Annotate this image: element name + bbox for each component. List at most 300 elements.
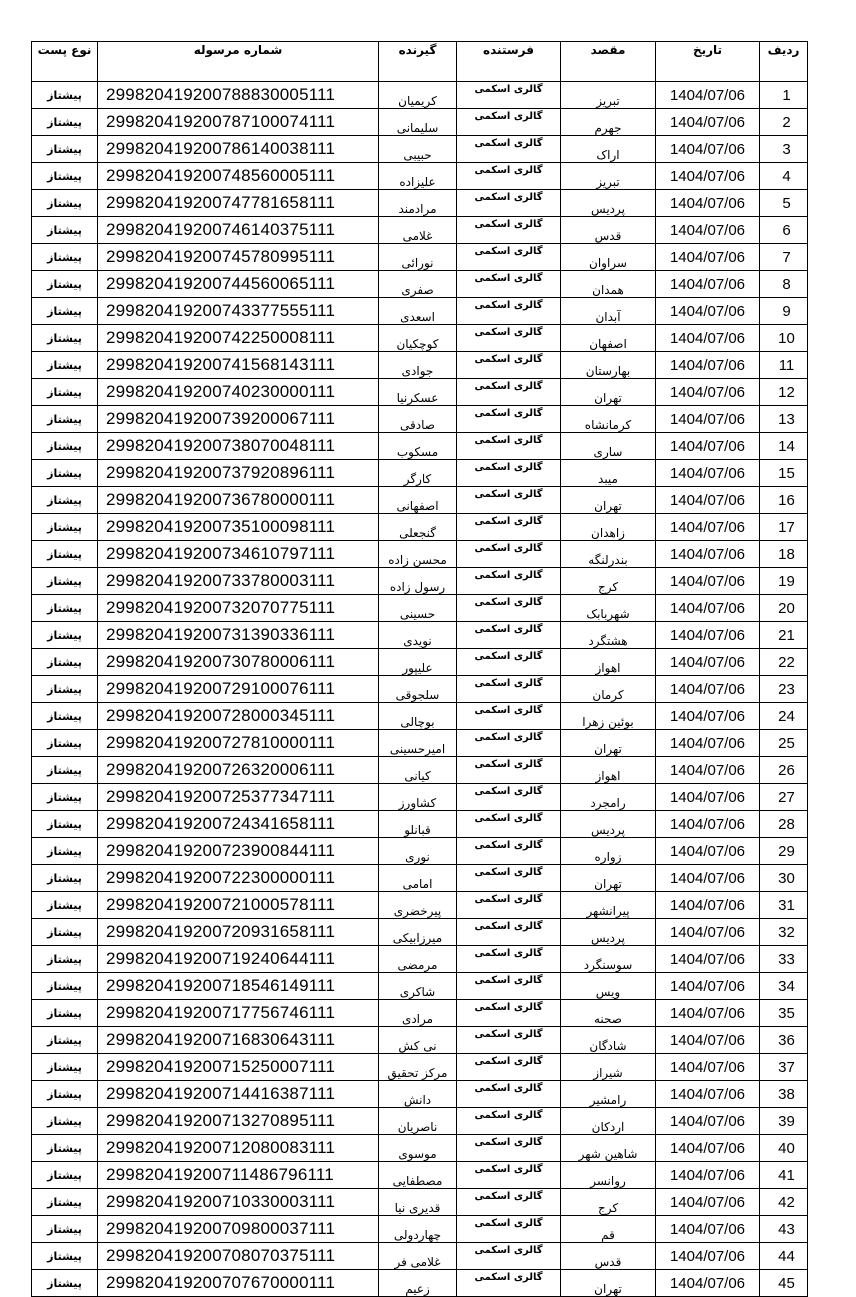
table-row xyxy=(32,136,808,163)
date-cell: 1404/07/06 xyxy=(656,217,760,244)
tracking-number-cell: 299820419200727810000111 xyxy=(98,730,379,757)
table-row xyxy=(32,298,808,325)
post-type-cell: پیشتاز xyxy=(32,109,98,136)
row-number-cell: 13 xyxy=(760,406,808,433)
row-number-cell: 26 xyxy=(760,757,808,784)
tracking-number-cell: 299820419200736780000111 xyxy=(98,487,379,514)
sender-cell: گالری اسکمی xyxy=(457,757,561,784)
table-row xyxy=(32,784,808,811)
recipient-cell: امیرحسینی xyxy=(379,730,457,757)
tracking-number-cell: 299820419200742250008111 xyxy=(98,325,379,352)
table-row xyxy=(32,865,808,892)
destination-cell: شهربابک xyxy=(561,595,656,622)
row-number-cell: 14 xyxy=(760,433,808,460)
date-cell: 1404/07/06 xyxy=(656,352,760,379)
post-type-cell: پیشتاز xyxy=(32,244,98,271)
tracking-number-cell: 299820419200745780995111 xyxy=(98,244,379,271)
tracking-number-cell: 299820419200723900844111 xyxy=(98,838,379,865)
recipient-cell: موسوی xyxy=(379,1135,457,1162)
table-row xyxy=(32,730,808,757)
header-destination: مقصد xyxy=(561,42,656,82)
tracking-number-cell: 299820419200710330003111 xyxy=(98,1189,379,1216)
row-number-cell: 42 xyxy=(760,1189,808,1216)
post-type-cell: پیشتاز xyxy=(32,352,98,379)
date-cell: 1404/07/06 xyxy=(656,622,760,649)
sender-cell: گالری اسکمی xyxy=(457,325,561,352)
destination-cell: اصفهان xyxy=(561,325,656,352)
destination-cell: رامشیر xyxy=(561,1081,656,1108)
date-cell: 1404/07/06 xyxy=(656,1000,760,1027)
destination-cell: پیرانشهر xyxy=(561,892,656,919)
sender-cell: گالری اسکمی xyxy=(457,514,561,541)
table-row xyxy=(32,703,808,730)
sender-cell: گالری اسکمی xyxy=(457,892,561,919)
post-type-cell: پیشتاز xyxy=(32,1243,98,1270)
date-cell: 1404/07/06 xyxy=(656,163,760,190)
sender-cell: گالری اسکمی xyxy=(457,217,561,244)
table-row xyxy=(32,433,808,460)
recipient-cell: صفری xyxy=(379,271,457,298)
row-number-cell: 6 xyxy=(760,217,808,244)
sender-cell: گالری اسکمی xyxy=(457,541,561,568)
table-row xyxy=(32,757,808,784)
post-type-cell: پیشتاز xyxy=(32,622,98,649)
table-row xyxy=(32,1216,808,1243)
row-number-cell: 32 xyxy=(760,919,808,946)
post-type-cell: پیشتاز xyxy=(32,82,98,109)
table-row xyxy=(32,838,808,865)
post-type-cell: پیشتاز xyxy=(32,892,98,919)
sender-cell: گالری اسکمی xyxy=(457,946,561,973)
tracking-number-cell: 299820419200737920896111 xyxy=(98,460,379,487)
header-row-no: ردیف xyxy=(760,42,808,82)
sender-cell: گالری اسکمی xyxy=(457,1027,561,1054)
destination-cell: قدس xyxy=(561,1243,656,1270)
recipient-cell: مسکوب xyxy=(379,433,457,460)
row-number-cell: 25 xyxy=(760,730,808,757)
recipient-cell: غلامی فر xyxy=(379,1243,457,1270)
date-cell: 1404/07/06 xyxy=(656,514,760,541)
table-row xyxy=(32,352,808,379)
post-type-cell: پیشتاز xyxy=(32,595,98,622)
table-row xyxy=(32,649,808,676)
table-row xyxy=(32,811,808,838)
sender-cell: گالری اسکمی xyxy=(457,973,561,1000)
date-cell: 1404/07/06 xyxy=(656,109,760,136)
sender-cell: گالری اسکمی xyxy=(457,379,561,406)
table-row xyxy=(32,541,808,568)
post-type-cell: پیشتاز xyxy=(32,406,98,433)
sender-cell: گالری اسکمی xyxy=(457,271,561,298)
destination-cell: تهران xyxy=(561,865,656,892)
table-row xyxy=(32,973,808,1000)
table-row xyxy=(32,1162,808,1189)
sender-cell: گالری اسکمی xyxy=(457,622,561,649)
date-cell: 1404/07/06 xyxy=(656,406,760,433)
recipient-cell: کریمیان xyxy=(379,82,457,109)
destination-cell: روانسر xyxy=(561,1162,656,1189)
post-type-cell: پیشتاز xyxy=(32,1216,98,1243)
row-number-cell: 11 xyxy=(760,352,808,379)
table-row xyxy=(32,190,808,217)
header-date: تاریخ xyxy=(656,42,760,82)
row-number-cell: 18 xyxy=(760,541,808,568)
sender-cell: گالری اسکمی xyxy=(457,163,561,190)
destination-cell: پردیس xyxy=(561,190,656,217)
date-cell: 1404/07/06 xyxy=(656,676,760,703)
destination-cell: پردیس xyxy=(561,811,656,838)
table-row xyxy=(32,1270,808,1297)
recipient-cell: علیزاده xyxy=(379,163,457,190)
tracking-number-cell: 299820419200741568143111 xyxy=(98,352,379,379)
recipient-cell: قدیری نیا xyxy=(379,1189,457,1216)
sender-cell: گالری اسکمی xyxy=(457,865,561,892)
recipient-cell: بوچالی xyxy=(379,703,457,730)
recipient-cell: سلجوقی xyxy=(379,676,457,703)
table-row xyxy=(32,163,808,190)
table-row xyxy=(32,1243,808,1270)
recipient-cell: زعیم xyxy=(379,1270,457,1297)
destination-cell: کرمانشاه xyxy=(561,406,656,433)
recipient-cell: پیرخضری xyxy=(379,892,457,919)
recipient-cell: حسینی xyxy=(379,595,457,622)
recipient-cell: ناصریان xyxy=(379,1108,457,1135)
post-type-cell: پیشتاز xyxy=(32,487,98,514)
date-cell: 1404/07/06 xyxy=(656,271,760,298)
post-type-cell: پیشتاز xyxy=(32,298,98,325)
date-cell: 1404/07/06 xyxy=(656,244,760,271)
date-cell: 1404/07/06 xyxy=(656,1054,760,1081)
sender-cell: گالری اسکمی xyxy=(457,838,561,865)
table-row xyxy=(32,514,808,541)
destination-cell: تهران xyxy=(561,1270,656,1297)
tracking-number-cell: 299820419200786140038111 xyxy=(98,136,379,163)
recipient-cell: عسکرنیا xyxy=(379,379,457,406)
post-type-cell: پیشتاز xyxy=(32,838,98,865)
date-cell: 1404/07/06 xyxy=(656,703,760,730)
tracking-number-cell: 299820419200722300000111 xyxy=(98,865,379,892)
table-row xyxy=(32,109,808,136)
tracking-number-cell: 299820419200728000345111 xyxy=(98,703,379,730)
date-cell: 1404/07/06 xyxy=(656,757,760,784)
destination-cell: پردیس xyxy=(561,919,656,946)
table-row xyxy=(32,1135,808,1162)
sender-cell: گالری اسکمی xyxy=(457,406,561,433)
table-row xyxy=(32,1081,808,1108)
row-number-cell: 37 xyxy=(760,1054,808,1081)
header-row xyxy=(32,42,808,82)
row-number-cell: 40 xyxy=(760,1135,808,1162)
table-row xyxy=(32,568,808,595)
row-number-cell: 16 xyxy=(760,487,808,514)
sender-cell: گالری اسکمی xyxy=(457,919,561,946)
recipient-cell: دانش xyxy=(379,1081,457,1108)
recipient-cell: محسن زاده xyxy=(379,541,457,568)
row-number-cell: 45 xyxy=(760,1270,808,1297)
tracking-number-cell: 299820419200733780003111 xyxy=(98,568,379,595)
row-number-cell: 28 xyxy=(760,811,808,838)
post-type-cell: پیشتاز xyxy=(32,1162,98,1189)
post-type-cell: پیشتاز xyxy=(32,1000,98,1027)
sender-cell: گالری اسکمی xyxy=(457,1081,561,1108)
tracking-number-cell: 299820419200714416387111 xyxy=(98,1081,379,1108)
table-row xyxy=(32,1027,808,1054)
row-number-cell: 35 xyxy=(760,1000,808,1027)
date-cell: 1404/07/06 xyxy=(656,892,760,919)
row-number-cell: 27 xyxy=(760,784,808,811)
post-type-cell: پیشتاز xyxy=(32,730,98,757)
destination-cell: جهرم xyxy=(561,109,656,136)
sender-cell: گالری اسکمی xyxy=(457,811,561,838)
date-cell: 1404/07/06 xyxy=(656,838,760,865)
sender-cell: گالری اسکمی xyxy=(457,109,561,136)
sender-cell: گالری اسکمی xyxy=(457,244,561,271)
table-row xyxy=(32,919,808,946)
table-row xyxy=(32,271,808,298)
tracking-number-cell: 299820419200726320006111 xyxy=(98,757,379,784)
recipient-cell: حبیبی xyxy=(379,136,457,163)
tracking-number-cell: 299820419200740230000111 xyxy=(98,379,379,406)
date-cell: 1404/07/06 xyxy=(656,1027,760,1054)
sender-cell: گالری اسکمی xyxy=(457,1054,561,1081)
tracking-number-cell: 299820419200729100076111 xyxy=(98,676,379,703)
destination-cell: آبدان xyxy=(561,298,656,325)
sender-cell: گالری اسکمی xyxy=(457,1189,561,1216)
tracking-number-cell: 299820419200735100098111 xyxy=(98,514,379,541)
tracking-number-cell: 299820419200739200067111 xyxy=(98,406,379,433)
post-type-cell: پیشتاز xyxy=(32,919,98,946)
post-type-cell: پیشتاز xyxy=(32,136,98,163)
recipient-cell: کشاورز xyxy=(379,784,457,811)
date-cell: 1404/07/06 xyxy=(656,649,760,676)
tracking-number-cell: 299820419200732070775111 xyxy=(98,595,379,622)
tracking-number-cell: 299820419200731390336111 xyxy=(98,622,379,649)
row-number-cell: 34 xyxy=(760,973,808,1000)
recipient-cell: قبانلو xyxy=(379,811,457,838)
row-number-cell: 10 xyxy=(760,325,808,352)
sender-cell: گالری اسکمی xyxy=(457,568,561,595)
row-number-cell: 29 xyxy=(760,838,808,865)
row-number-cell: 17 xyxy=(760,514,808,541)
row-number-cell: 44 xyxy=(760,1243,808,1270)
tracking-number-cell: 299820419200715250007111 xyxy=(98,1054,379,1081)
table-row xyxy=(32,217,808,244)
recipient-cell: نورائی xyxy=(379,244,457,271)
destination-cell: سوسنگرد xyxy=(561,946,656,973)
destination-cell: اهواز xyxy=(561,649,656,676)
sender-cell: گالری اسکمی xyxy=(457,1270,561,1297)
row-number-cell: 20 xyxy=(760,595,808,622)
recipient-cell: نویدی xyxy=(379,622,457,649)
date-cell: 1404/07/06 xyxy=(656,865,760,892)
post-type-cell: پیشتاز xyxy=(32,190,98,217)
destination-cell: اهواز xyxy=(561,757,656,784)
destination-cell: سراوان xyxy=(561,244,656,271)
sender-cell: گالری اسکمی xyxy=(457,352,561,379)
header-tracking: شماره مرسوله xyxy=(98,42,379,82)
destination-cell: زاهدان xyxy=(561,514,656,541)
table-body xyxy=(32,82,808,1297)
date-cell: 1404/07/06 xyxy=(656,460,760,487)
tracking-number-cell: 299820419200788830005111 xyxy=(98,82,379,109)
sender-cell: گالری اسکمی xyxy=(457,1108,561,1135)
tracking-number-cell: 299820419200725377347111 xyxy=(98,784,379,811)
recipient-cell: غلامی xyxy=(379,217,457,244)
row-number-cell: 2 xyxy=(760,109,808,136)
sender-cell: گالری اسکمی xyxy=(457,1162,561,1189)
post-type-cell: پیشتاز xyxy=(32,541,98,568)
row-number-cell: 15 xyxy=(760,460,808,487)
date-cell: 1404/07/06 xyxy=(656,1162,760,1189)
table-row xyxy=(32,892,808,919)
destination-cell: صحنه xyxy=(561,1000,656,1027)
sender-cell: گالری اسکمی xyxy=(457,595,561,622)
tracking-number-cell: 299820419200713270895111 xyxy=(98,1108,379,1135)
recipient-cell: شاکری xyxy=(379,973,457,1000)
shipments-table xyxy=(31,41,808,1297)
tracking-number-cell: 299820419200730780006111 xyxy=(98,649,379,676)
date-cell: 1404/07/06 xyxy=(656,325,760,352)
row-number-cell: 12 xyxy=(760,379,808,406)
tracking-number-cell: 299820419200718546149111 xyxy=(98,973,379,1000)
tracking-number-cell: 299820419200746140375111 xyxy=(98,217,379,244)
destination-cell: تبریز xyxy=(561,163,656,190)
recipient-cell: صادقی xyxy=(379,406,457,433)
destination-cell: قدس xyxy=(561,217,656,244)
post-type-cell: پیشتاز xyxy=(32,1135,98,1162)
destination-cell: بهارستان xyxy=(561,352,656,379)
recipient-cell: نی کش xyxy=(379,1027,457,1054)
recipient-cell: کیانی xyxy=(379,757,457,784)
post-type-cell: پیشتاز xyxy=(32,811,98,838)
tracking-number-cell: 299820419200707670000111 xyxy=(98,1270,379,1297)
sender-cell: گالری اسکمی xyxy=(457,730,561,757)
post-type-cell: پیشتاز xyxy=(32,1270,98,1297)
post-type-cell: پیشتاز xyxy=(32,163,98,190)
tracking-number-cell: 299820419200743377555111 xyxy=(98,298,379,325)
post-type-cell: پیشتاز xyxy=(32,784,98,811)
date-cell: 1404/07/06 xyxy=(656,919,760,946)
table-row xyxy=(32,460,808,487)
recipient-cell: مصطفایی xyxy=(379,1162,457,1189)
recipient-cell: کارگر xyxy=(379,460,457,487)
date-cell: 1404/07/06 xyxy=(656,1270,760,1297)
recipient-cell: کوچکیان xyxy=(379,325,457,352)
date-cell: 1404/07/06 xyxy=(656,784,760,811)
post-type-cell: پیشتاز xyxy=(32,757,98,784)
recipient-cell: مرادی xyxy=(379,1000,457,1027)
row-number-cell: 9 xyxy=(760,298,808,325)
tracking-number-cell: 299820419200721000578111 xyxy=(98,892,379,919)
date-cell: 1404/07/06 xyxy=(656,946,760,973)
recipient-cell: اسعدی xyxy=(379,298,457,325)
header-sender: فرستنده xyxy=(457,42,561,82)
table-row xyxy=(32,325,808,352)
destination-cell: زواره xyxy=(561,838,656,865)
post-type-cell: پیشتاز xyxy=(32,217,98,244)
destination-cell: ساری xyxy=(561,433,656,460)
post-type-cell: پیشتاز xyxy=(32,271,98,298)
date-cell: 1404/07/06 xyxy=(656,595,760,622)
sender-cell: گالری اسکمی xyxy=(457,784,561,811)
destination-cell: تهران xyxy=(561,379,656,406)
destination-cell: میبد xyxy=(561,460,656,487)
tracking-number-cell: 299820419200787100074111 xyxy=(98,109,379,136)
sender-cell: گالری اسکمی xyxy=(457,703,561,730)
row-number-cell: 24 xyxy=(760,703,808,730)
post-type-cell: پیشتاز xyxy=(32,460,98,487)
recipient-cell: میرزابیکی xyxy=(379,919,457,946)
destination-cell: قم xyxy=(561,1216,656,1243)
post-type-cell: پیشتاز xyxy=(32,865,98,892)
sender-cell: گالری اسکمی xyxy=(457,1243,561,1270)
sender-cell: گالری اسکمی xyxy=(457,136,561,163)
row-number-cell: 33 xyxy=(760,946,808,973)
date-cell: 1404/07/06 xyxy=(656,1243,760,1270)
row-number-cell: 5 xyxy=(760,190,808,217)
table-row xyxy=(32,379,808,406)
post-type-cell: پیشتاز xyxy=(32,568,98,595)
table-row xyxy=(32,1108,808,1135)
destination-cell: کرج xyxy=(561,1189,656,1216)
post-type-cell: پیشتاز xyxy=(32,1027,98,1054)
post-type-cell: پیشتاز xyxy=(32,649,98,676)
sender-cell: گالری اسکمی xyxy=(457,82,561,109)
post-type-cell: پیشتاز xyxy=(32,514,98,541)
row-number-cell: 3 xyxy=(760,136,808,163)
destination-cell: تبریز xyxy=(561,82,656,109)
sender-cell: گالری اسکمی xyxy=(457,676,561,703)
tracking-number-cell: 299820419200709800037111 xyxy=(98,1216,379,1243)
post-type-cell: پیشتاز xyxy=(32,973,98,1000)
tracking-number-cell: 299820419200712080083111 xyxy=(98,1135,379,1162)
post-type-cell: پیشتاز xyxy=(32,1054,98,1081)
row-number-cell: 39 xyxy=(760,1108,808,1135)
row-number-cell: 23 xyxy=(760,676,808,703)
row-number-cell: 4 xyxy=(760,163,808,190)
date-cell: 1404/07/06 xyxy=(656,190,760,217)
tracking-number-cell: 299820419200716830643111 xyxy=(98,1027,379,1054)
recipient-cell: اصفهانی xyxy=(379,487,457,514)
destination-cell: تهران xyxy=(561,730,656,757)
post-type-cell: پیشتاز xyxy=(32,1108,98,1135)
table-row xyxy=(32,946,808,973)
row-number-cell: 1 xyxy=(760,82,808,109)
table-row xyxy=(32,676,808,703)
table-row xyxy=(32,1189,808,1216)
date-cell: 1404/07/06 xyxy=(656,433,760,460)
tracking-number-cell: 299820419200747781658111 xyxy=(98,190,379,217)
recipient-cell: سلیمانی xyxy=(379,109,457,136)
post-type-cell: پیشتاز xyxy=(32,433,98,460)
sender-cell: گالری اسکمی xyxy=(457,1000,561,1027)
destination-cell: هشتگرد xyxy=(561,622,656,649)
date-cell: 1404/07/06 xyxy=(656,136,760,163)
table-row xyxy=(32,1054,808,1081)
header-recipient: گیرنده xyxy=(379,42,457,82)
row-number-cell: 21 xyxy=(760,622,808,649)
destination-cell: اراک xyxy=(561,136,656,163)
row-number-cell: 8 xyxy=(760,271,808,298)
date-cell: 1404/07/06 xyxy=(656,1135,760,1162)
row-number-cell: 31 xyxy=(760,892,808,919)
date-cell: 1404/07/06 xyxy=(656,1216,760,1243)
tracking-number-cell: 299820419200719240644111 xyxy=(98,946,379,973)
post-type-cell: پیشتاز xyxy=(32,1081,98,1108)
destination-cell: کرمان xyxy=(561,676,656,703)
post-type-cell: پیشتاز xyxy=(32,946,98,973)
sender-cell: گالری اسکمی xyxy=(457,487,561,514)
